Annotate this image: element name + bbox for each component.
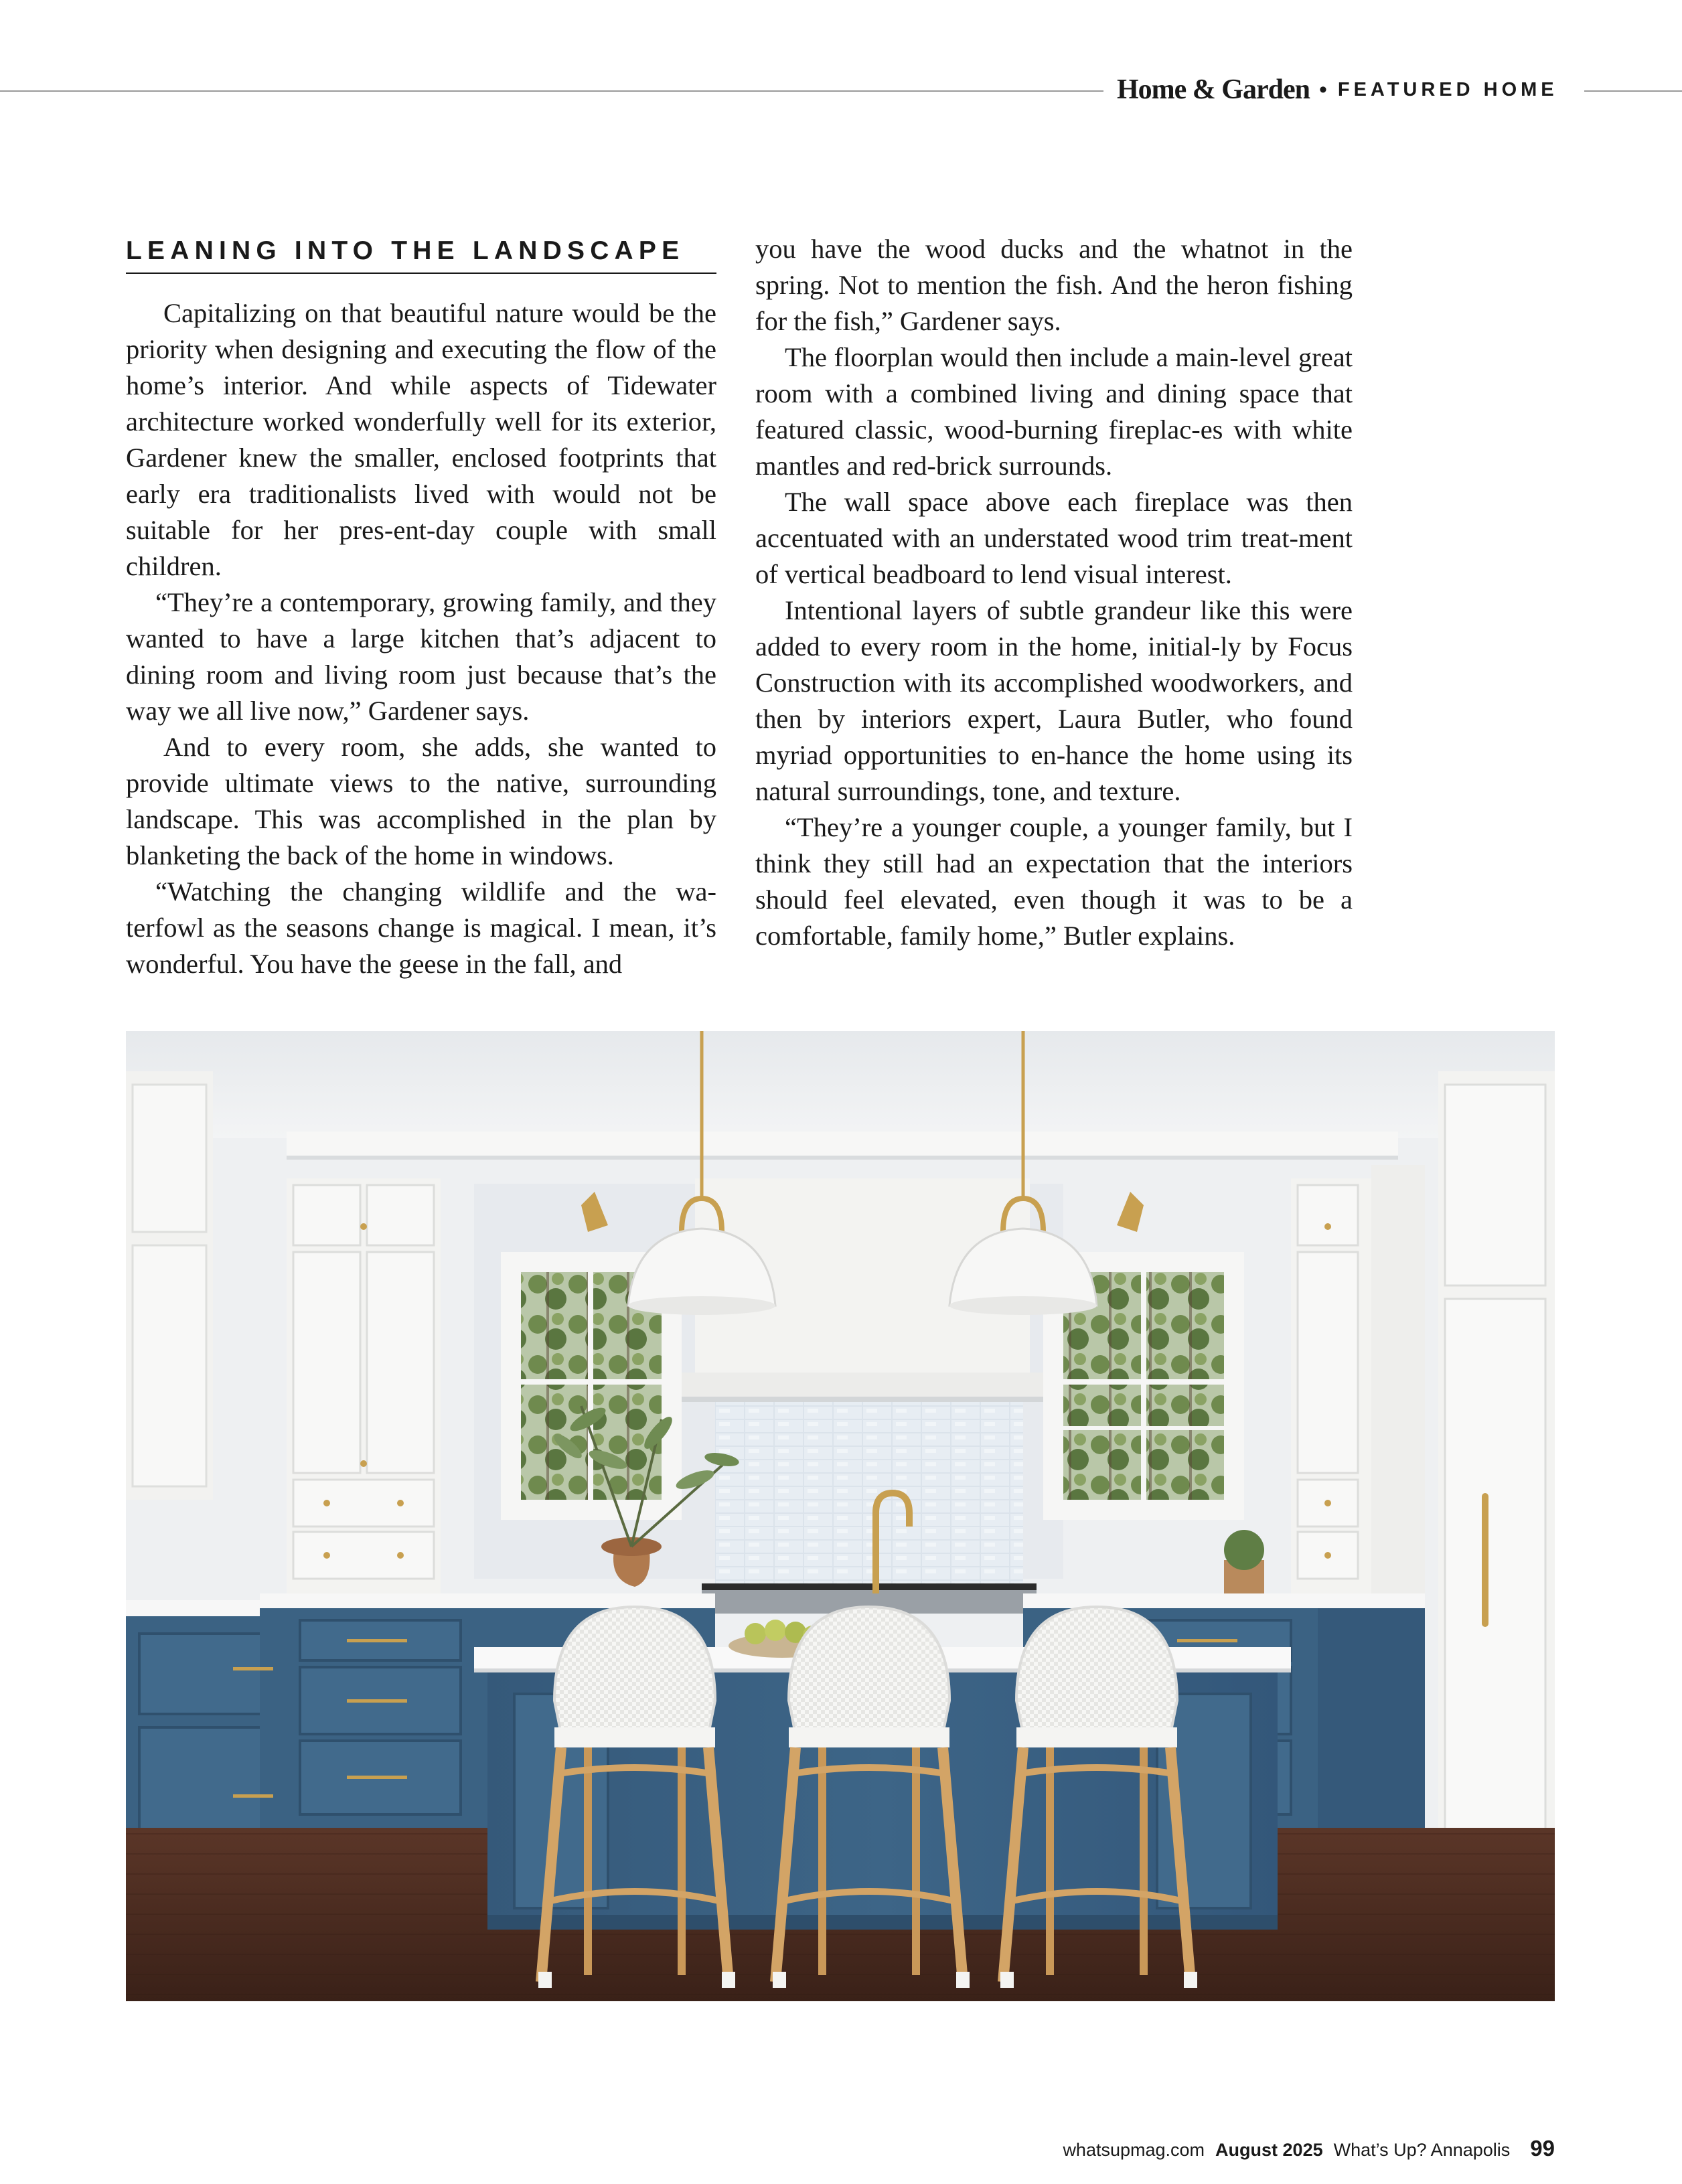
article-column-right — [755, 231, 1353, 954]
paragraph: Intentional layers of subtle grandeur like this were added to every room in the home, initial-ly by Focus Construction with its accomplished woodworkers, and then by interiors expert, Laura Butler, who found myriad opportunities to en-hance the home using its natural surroundings, tone, and texture. — [755, 595, 1353, 806]
paragraph: The floorplan would then include a main-level great room with a combined living and dining space that featured classic, wood-burning fireplac-es with white mantles and red-brick surrounds. — [755, 342, 1353, 481]
header-separator: • — [1318, 76, 1327, 102]
paragraph: you have the wood ducks and the whatnot in the spring. Not to mention the fish. And the heron fishing for the fish,” Gardener says. — [755, 234, 1353, 336]
paragraph: “They’re a contemporary, growing family, and they wanted to have a large kitchen that’s adjacent to dining room and living room just because that’s the way we all live now,” Gardener says. — [126, 587, 716, 726]
article-column-left — [126, 231, 716, 982]
paragraph: And to every room, she adds, she wanted to provide ultimate views to the native, surrounding landscape. This was accomplished in the plan by blanketing the back of the home in windows. — [126, 732, 716, 870]
page-footer — [1063, 2136, 1555, 2169]
header-section: FEATURED HOME — [1337, 78, 1558, 100]
running-header — [1117, 70, 1579, 110]
paragraph: The wall space above each fireplace was then accentuated with an understated wood trim treat-ment of vertical beadboard to lend visual interest. — [755, 487, 1353, 589]
header-rule-left — [0, 90, 1103, 92]
page-number: 99 — [1530, 2136, 1555, 2161]
kitchen-photo — [126, 1031, 1555, 2001]
header-brand: Home & Garden — [1117, 74, 1310, 105]
right-potted-plant — [1224, 1530, 1264, 1593]
footer-site: whatsupmag.com — [1063, 2140, 1205, 2160]
section-heading: LEANING INTO THE LANDSCAPE — [126, 231, 716, 274]
paragraph: “They’re a younger couple, a younger family, but I think they still had an expectation that the interiors should feel elevated, even though it was to be a comfortable, family home,” Butler explains. — [755, 812, 1353, 951]
footer-date: August 2025 — [1215, 2140, 1323, 2160]
footer-magazine: What’s Up? Annapolis — [1333, 2140, 1511, 2160]
paragraph: “Watching the changing wildlife and the wa-terfowl as the seasons change is magical. I mean, it’s wonderful. You have the geese in the fall, and — [126, 876, 716, 979]
paragraph: Capitalizing on that beautiful nature would be the priority when designing and executing the flow of the home’s interior. And while aspects of Tidewater architecture worked wonderfully well for its exterior, Gardener knew the smaller, enclosed footprints that early era traditionalists lived with would not be suitable for her pres-ent-day couple with small children. — [126, 298, 716, 581]
header-rule-right — [1584, 90, 1682, 92]
